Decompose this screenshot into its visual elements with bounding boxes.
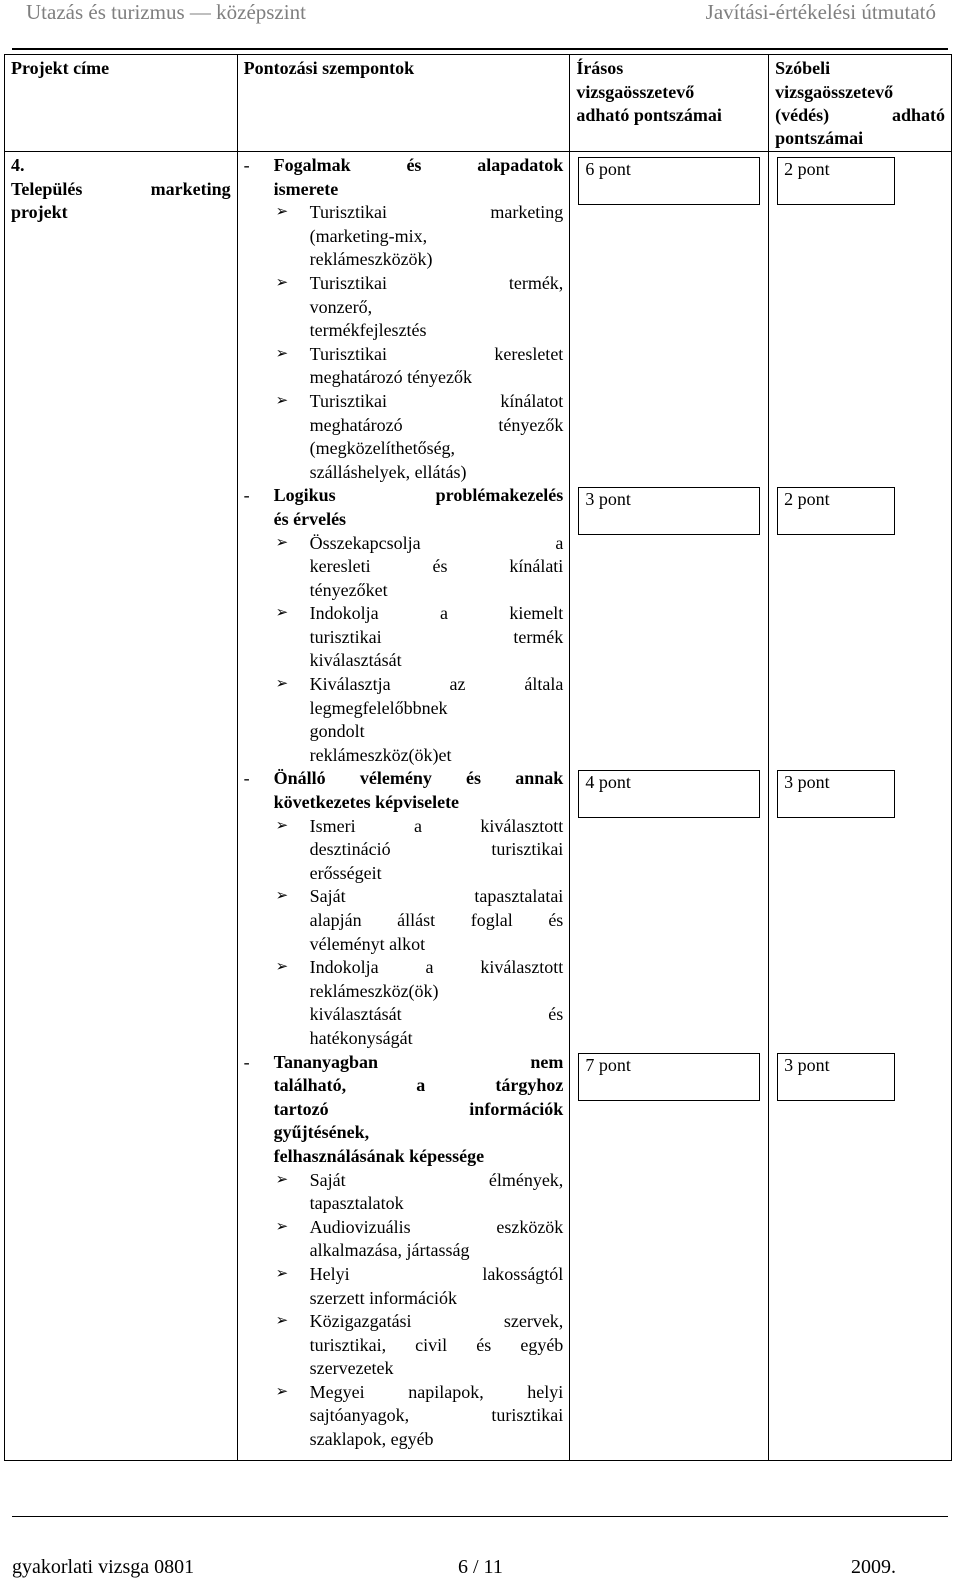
col-header-criteria: Pontozási szempontok: [237, 55, 570, 152]
criterion-block: [243, 484, 564, 767]
sub-criterion-line: (megközelíthetőség,: [309, 438, 456, 459]
sub-criterion: [274, 885, 564, 956]
arrow-bullet-icon: ➢: [275, 392, 289, 409]
sub-criterion: [274, 1216, 564, 1263]
arrow-bullet-icon: ➢: [275, 676, 289, 693]
sub-criterion-line: Turisztikai marketing: [309, 202, 564, 223]
sub-criterion-line: Indokolja a kiemelt: [309, 603, 564, 624]
criterion-block: [243, 154, 564, 484]
sub-criterion-line: meghatározó tényezők: [309, 367, 473, 388]
sub-criterion-line: keresleti és kínálati: [309, 556, 564, 577]
oral-points-box: 2 pont: [777, 487, 895, 535]
criterion-title-line: Tananyagban nem: [273, 1051, 564, 1072]
sub-criterion: [274, 956, 564, 1050]
sub-criterion-line: legmegfelelőbbnek: [309, 697, 448, 718]
project-title-cell: [5, 152, 238, 1461]
criterion-title-line: Önálló vélemény és annak: [273, 768, 564, 789]
sub-criterion-line: szerzett információk: [309, 1287, 458, 1308]
sub-criterion-line: tapasztalatok: [309, 1193, 404, 1214]
criterion-title-line: és érvelés: [273, 508, 347, 529]
arrow-bullet-icon: ➢: [275, 1218, 289, 1235]
criterion-title: [243, 154, 564, 201]
page-header: [12, 0, 948, 50]
sub-criterion-line: Saját tapasztalatai: [309, 886, 564, 907]
arrow-bullet-icon: ➢: [275, 817, 289, 834]
sub-criterion-line: kiválasztását és: [309, 1004, 564, 1025]
criterion-title-line: ismerete: [273, 178, 339, 199]
sub-criterion: [274, 1169, 564, 1216]
criterion-title-line: Logikus problémakezelés: [273, 485, 564, 506]
criterion-title: [243, 1051, 564, 1169]
sub-criterion: [274, 272, 564, 343]
criterion-title: [243, 767, 564, 814]
oral-points-cell: [769, 152, 952, 1461]
sub-criterion-line: Megyei napilapok, helyi: [309, 1381, 564, 1402]
written-points-box: 3 pont: [578, 487, 760, 535]
sub-criterion-line: Kiválasztja az általa: [309, 674, 564, 695]
arrow-bullet-icon: ➢: [275, 274, 289, 291]
arrow-bullet-icon: ➢: [275, 345, 289, 362]
sub-criterion-line: Helyi lakosságtól: [309, 1263, 564, 1284]
sub-criterion-line: reklámeszközök): [309, 249, 433, 270]
sub-criterion-line: Összekapcsolja a: [309, 532, 564, 553]
sub-criterion-line: turisztikai termék: [309, 626, 564, 647]
project-title-line2: projekt: [11, 202, 68, 223]
sub-criterion-line: reklámeszköz(ök)et: [309, 744, 452, 765]
sub-criterion-line: termékfejlesztés: [309, 320, 427, 341]
sub-criterion-line: alkalmazása, jártasság: [309, 1240, 470, 1261]
sub-criterion-line: tényezőket: [309, 579, 388, 600]
sub-criterion-line: erősségeit: [309, 862, 382, 883]
header-subject: Utazás és turizmus — középszint: [26, 0, 306, 24]
criterion-block: [243, 767, 564, 1050]
dash-bullet-icon: -: [243, 768, 250, 789]
criterion-title: [243, 484, 564, 531]
sub-criterion-line: vonzerő,: [309, 296, 373, 317]
sub-criterion-line: szálláshelyek, ellátás): [309, 461, 467, 482]
sub-criterion: [274, 390, 564, 484]
arrow-bullet-icon: ➢: [275, 1265, 289, 1282]
criterion-title-line: következetes képviselete: [273, 792, 460, 813]
criterion-title-line: felhasználásának képessége: [273, 1145, 485, 1166]
written-points-box: 7 pont: [578, 1053, 760, 1101]
table-row: [5, 152, 952, 1461]
sub-criterion-line: Ismeri a kiválasztott: [309, 815, 564, 836]
sub-criterion-line: gondolt: [309, 721, 365, 742]
oral-points-box: 3 pont: [777, 770, 895, 818]
arrow-bullet-icon: ➢: [275, 534, 289, 551]
col-header-project-title: Projekt címe: [5, 55, 238, 152]
sub-criterion: [274, 1310, 564, 1381]
sub-criterion-line: Indokolja a kiválasztott: [309, 957, 564, 978]
arrow-bullet-icon: ➢: [275, 1383, 289, 1400]
dash-bullet-icon: -: [243, 155, 250, 175]
criterion-title-line: tartozó információk: [273, 1098, 564, 1119]
sub-criterion-line: sajtóanyagok, turisztikai: [309, 1405, 564, 1426]
project-title-line1: Település marketing: [11, 178, 231, 199]
arrow-bullet-icon: ➢: [275, 1313, 289, 1330]
sub-criterion-line: (marketing-mix,: [309, 225, 428, 246]
sub-criterion: [274, 673, 564, 767]
header-doc-type: Javítási-értékelési útmutató: [705, 0, 936, 24]
sub-criterion-line: szervezetek: [309, 1358, 394, 1379]
sub-criterion: [274, 1381, 564, 1452]
sub-criterion-line: reklámeszköz(ök): [309, 980, 439, 1001]
arrow-bullet-icon: ➢: [275, 605, 289, 622]
sub-criterion-line: turisztikai, civil és egyéb: [309, 1334, 564, 1355]
oral-points-box: 2 pont: [777, 157, 895, 205]
arrow-bullet-icon: ➢: [275, 204, 289, 221]
sub-criterion: [274, 343, 564, 390]
criterion-title-line: gyűjtésének,: [273, 1122, 370, 1143]
criterion-block: [243, 1051, 564, 1452]
arrow-bullet-icon: ➢: [275, 1171, 289, 1188]
oral-points-box: 3 pont: [777, 1053, 895, 1101]
sub-criterion-line: desztináció turisztikai: [309, 839, 564, 860]
sub-criterion: [274, 1263, 564, 1310]
col-header-oral-points: Szóbeli vizsgaösszetevő (védés) adható pontszámai: [769, 55, 952, 152]
sub-criterion: [274, 815, 564, 886]
sub-criterion-line: meghatározó tényezők: [309, 414, 564, 435]
written-points-box: 4 pont: [578, 770, 760, 818]
criterion-title-line: Fogalmak és alapadatok: [273, 155, 564, 175]
footer-year: 2009.: [851, 1556, 896, 1578]
table-header-row: [5, 55, 952, 152]
written-points-box: 6 pont: [578, 157, 760, 205]
sub-criterion: [274, 201, 564, 272]
footer-exam-code: gyakorlati vizsga 0801: [12, 1556, 195, 1578]
criteria-cell: [237, 152, 570, 1461]
sub-criterion-line: Közigazgatási szervek,: [309, 1311, 564, 1332]
project-number: 4.: [11, 155, 25, 175]
dash-bullet-icon: -: [243, 485, 250, 506]
sub-criterion-line: hatékonyságát: [309, 1027, 413, 1048]
written-points-cell: [570, 152, 769, 1461]
criterion-title-line: található, a tárgyhoz: [273, 1075, 564, 1096]
sub-criterion-line: alapján állást foglal és: [309, 910, 564, 930]
sub-criterion-line: Turisztikai kínálatot: [309, 390, 564, 411]
dash-bullet-icon: -: [243, 1051, 250, 1072]
sub-criterion-line: véleményt alkot: [309, 933, 426, 954]
col-header-written-points: Írásos vizsgaösszetevő adható pontszámai: [570, 55, 769, 152]
sub-criterion-line: Saját élmények,: [309, 1169, 564, 1190]
arrow-bullet-icon: ➢: [275, 959, 289, 976]
sub-criterion-line: Turisztikai termék,: [309, 272, 564, 293]
arrow-bullet-icon: ➢: [275, 888, 289, 905]
footer-rule: [12, 1516, 948, 1517]
sub-criterion-line: Audiovizuális eszközök: [309, 1216, 564, 1237]
sub-criterion-line: Turisztikai keresletet: [309, 343, 564, 364]
sub-criterion-line: szaklapok, egyéb: [309, 1429, 434, 1450]
scoring-table: [4, 54, 952, 1461]
sub-criterion: [274, 532, 564, 603]
footer-page-number: 6 / 11: [458, 1556, 503, 1578]
sub-criterion-line: kiválasztását: [309, 650, 402, 671]
sub-criterion: [274, 602, 564, 673]
